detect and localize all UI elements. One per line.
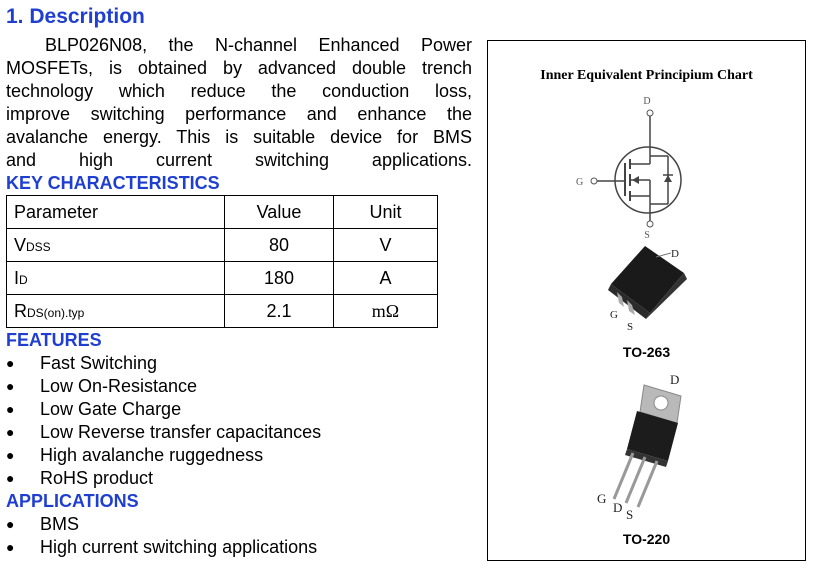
table-header-row (7, 196, 438, 229)
pin-g-label: G (576, 177, 584, 188)
bullet-icon: ● (6, 355, 15, 371)
features-list (6, 352, 321, 490)
to220-d-label: D (670, 372, 680, 387)
param-subscript: D (19, 272, 28, 287)
bullet-icon: ● (6, 401, 15, 417)
unit-cell: A (334, 262, 438, 295)
to220-d2-label: D (613, 500, 623, 515)
bullet-icon: ● (6, 424, 15, 440)
description-line: MOSFETs, is obtained by advanced double trench (6, 58, 472, 78)
package-to263-label: TO-263 (622, 344, 671, 360)
table-row (7, 295, 438, 328)
header-parameter: Parameter (7, 196, 225, 229)
parameter-cell (7, 229, 225, 262)
table-row (7, 262, 438, 295)
bullet-icon: ● (6, 470, 15, 486)
param-subscript: DS(on).typ (27, 305, 85, 320)
value-cell: 80 (225, 229, 334, 262)
package-to220-label: TO-220 (622, 531, 671, 547)
header-value: Value (225, 196, 334, 229)
bullet-icon: ● (6, 539, 15, 555)
description-line: technology which reduce the conduction loss, (6, 81, 472, 101)
param-symbol: R (14, 300, 27, 321)
value-cell: 2.1 (225, 295, 334, 328)
list-item: ● Fast Switching (6, 353, 158, 373)
table-row (7, 229, 438, 262)
description-line: improve switching performance and enhance the (6, 104, 472, 124)
features-heading: FEATURES (6, 330, 102, 350)
unit-cell: mΩ (334, 295, 438, 328)
list-item: ● High current switching applications (6, 537, 318, 557)
to220-g-label: G (597, 491, 607, 506)
description-line: avalanche energy. This is suitable device for BMS (6, 127, 472, 147)
package-panel (487, 40, 806, 561)
list-item: ● High avalanche ruggedness (6, 445, 264, 465)
list-item: ● Low Gate Charge (6, 399, 182, 419)
list-item: ● BMS (6, 514, 80, 534)
list-item: ● RoHS product (6, 468, 154, 488)
param-symbol: V (14, 234, 27, 255)
to263-s-label: S (627, 321, 634, 333)
to220-s-label: S (626, 507, 634, 522)
key-characteristics-heading: KEY CHARACTERISTICS (6, 173, 220, 193)
param-symbol: I (14, 267, 20, 288)
to263-d-label: D (671, 248, 679, 260)
description-heading: 1. Description (6, 5, 145, 28)
list-item: ● Low On-Resistance (6, 376, 198, 396)
description-text (6, 34, 472, 172)
parameter-cell (7, 262, 225, 295)
chart-title: Inner Equivalent Principium Chart (540, 68, 753, 83)
param-subscript: DSS (26, 239, 51, 254)
description-line: and high current switching applications. (6, 150, 472, 170)
parameter-cell (7, 295, 225, 328)
description-line: BLP026N08, the N-channel Enhanced Power (45, 35, 472, 55)
to220-package-icon (488, 41, 807, 562)
pin-d-label: D (643, 96, 651, 107)
header-unit: Unit (334, 196, 438, 229)
value-cell: 180 (225, 262, 334, 295)
bullet-icon: ● (6, 447, 15, 463)
key-characteristics-table (6, 195, 438, 328)
to263-g-label: G (610, 309, 618, 321)
unit-cell: V (334, 229, 438, 262)
bullet-icon: ● (6, 378, 15, 394)
pin-s-label: S (644, 230, 650, 241)
list-item: ● Low Reverse transfer capacitances (6, 422, 322, 442)
bullet-icon: ● (6, 516, 15, 532)
applications-list (6, 513, 317, 559)
applications-heading: APPLICATIONS (6, 491, 139, 511)
